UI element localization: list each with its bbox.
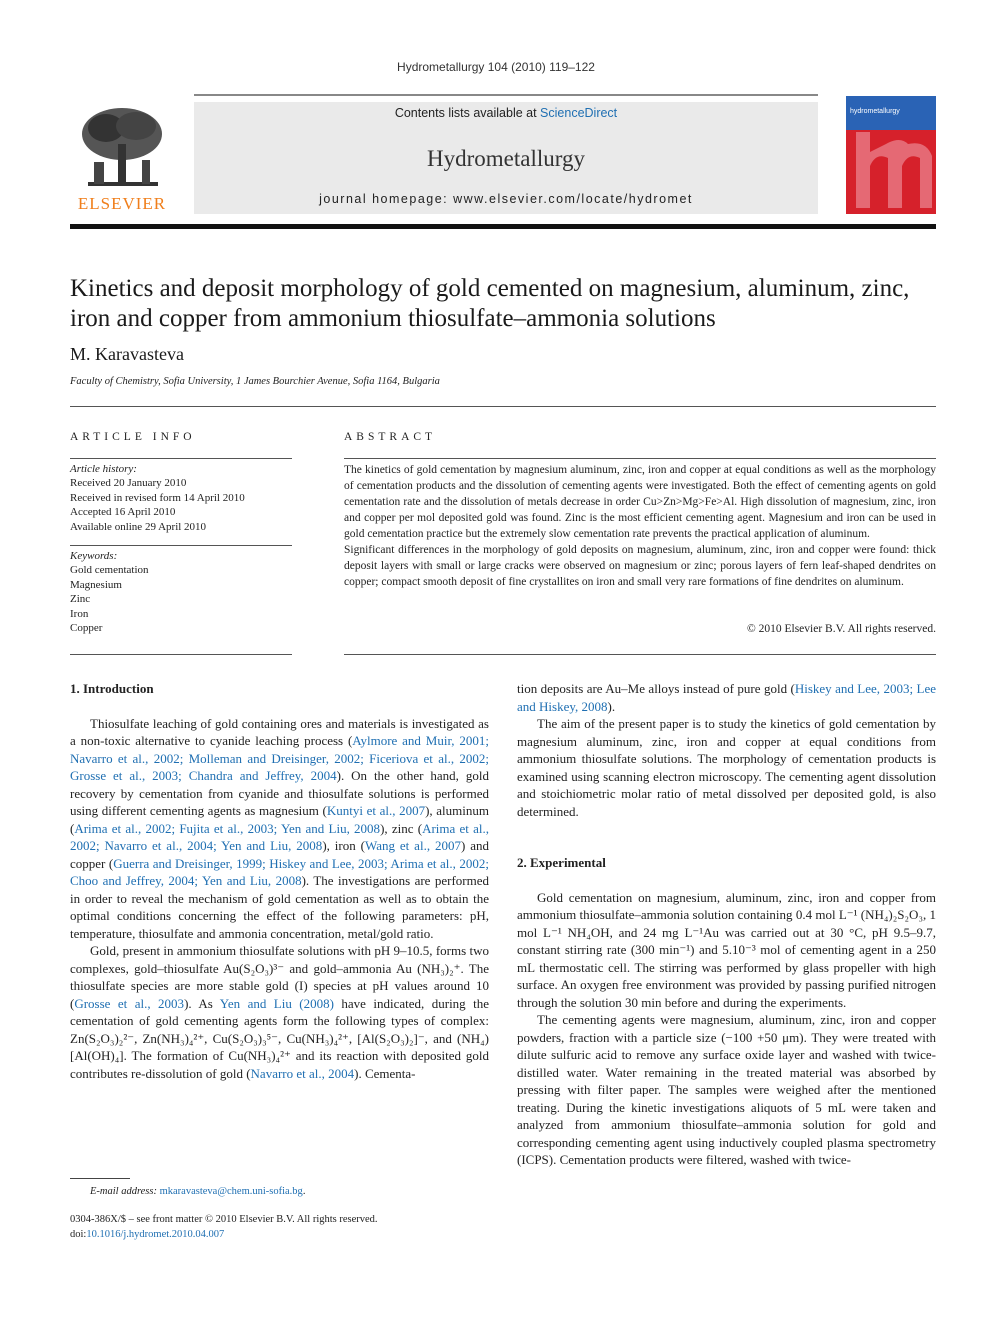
text-run: Thiosulfate leaching of gold containing ores and materials is investigated as a non-toxic alternative to cyanide leaching process ( <box>70 715 489 748</box>
keyword-item: Gold cementation <box>70 564 149 577</box>
abstract-paragraph: Significant differences in the morphology of gold deposits on magnesium, aluminum, zinc, iron and copper were found: thick deposit layers with small or large cracks were observed on magnesium or zinc; porous layers of fern leaf-shaped dendrites on copper; compact smooth deposit of fine crystallites on iron and small very rare formations of fine dendrites on aluminum. <box>344 544 936 588</box>
abstract-copyright: © 2010 Elsevier B.V. All rights reserved. <box>747 623 936 635</box>
article-history <box>70 462 292 534</box>
keyword-item: Magnesium <box>70 578 122 591</box>
email-footnote <box>90 1186 305 1197</box>
email-link[interactable]: mkaravasteva@chem.uni-sofia.bg <box>159 1186 303 1197</box>
history-label: Article history: <box>70 463 137 475</box>
intro-paragraph-continued <box>517 680 936 715</box>
elsevier-tree-icon <box>76 104 168 192</box>
section-heading-introduction: 1. Introduction <box>70 681 154 696</box>
journal-homepage[interactable]: journal homepage: www.elsevier.com/locate/hydromet <box>319 192 693 206</box>
left-column <box>70 680 489 1082</box>
abstract-rule-bottom <box>344 654 936 655</box>
sciencedirect-link[interactable]: ScienceDirect <box>540 106 618 120</box>
experimental-paragraph: Gold cementation on magnesium, aluminum, zinc, iron and copper from ammonium thiosulfate–ammonia solution containing 0.4 mol L⁻¹ (NH₄)₂S₂O₃, 1 mol L⁻¹ NH₄OH, and 24 mg L⁻¹Au was carried out at 30 °C, pH 9.5–9.7, constant stirring rate (300 min⁻¹) and 5.10⁻³ mol of cementing agent in a 250 mL thermostatic cell. The stirring was performed by glass propeller with high surface. An oxygen free environment was provided by passing purified nitrogen through the solution 30 min before and during the experiments. <box>517 889 936 1010</box>
article-title: Kinetics and deposit morphology of gold cemented on magnesium, aluminum, zinc, iron and copper from ammonium thiosulfate–ammonia solutions <box>70 275 910 332</box>
right-column <box>517 680 936 1169</box>
issn-line: 0304-386X/$ – see front matter © 2010 Elsevier B.V. All rights reserved. <box>70 1214 378 1225</box>
citation-link[interactable]: Kuntyi et al., 2007 <box>326 803 426 818</box>
journal-banner <box>70 94 936 214</box>
email-label: E-mail address: <box>90 1186 157 1197</box>
journal-cover-image <box>846 96 936 214</box>
contents-prefix: Contents lists available at <box>394 106 541 120</box>
contents-line <box>194 106 818 120</box>
article-info-rule-bottom <box>70 654 292 655</box>
affiliation-divider <box>70 406 936 407</box>
history-item: Available online 29 April 2010 <box>70 520 207 533</box>
citation-link[interactable]: Arima et al., 2002; Navarro et al., 2004; Yen and Liu, 2008 <box>70 820 490 853</box>
citation-link[interactable]: Aylmore and Muir, 2001; Navarro et al., 2002; Molleman and Dreisinger, 2002; Ficeriova et al., 2002; Grosse et al., 2003; Chandra and Jeffrey, 2004 <box>70 733 489 783</box>
text-run: ). <box>607 698 616 714</box>
intro-paragraph <box>70 715 489 943</box>
article-info-rule-top <box>70 458 292 459</box>
text-run: ). On the other hand, gold recovery by cementation from cyanide and thiosulfate solutions is performed using different cementing agents as magnesium ( <box>70 768 489 818</box>
keyword-item: Copper <box>70 622 103 635</box>
keywords-label: Keywords: <box>70 550 118 562</box>
intro-paragraph <box>70 942 489 1082</box>
footnote-rule <box>70 1178 130 1179</box>
text-run: ) and copper ( <box>70 838 489 871</box>
history-item: Received in revised form 14 April 2010 <box>70 491 245 504</box>
abstract-rule-top <box>344 458 936 459</box>
citation-link[interactable]: Wang et al., 2007 <box>364 838 461 853</box>
text-run: ). The investigations are performed in order to reveal the mechanism of gold cementation as well as to obtain the optimal conditions concerning the effect of the following parameters: pH, temperature, thiosulfate and ammonia concentration, metal/gold ratio. <box>70 873 489 941</box>
article-info-heading: ARTICLE INFO <box>70 431 196 443</box>
journal-citation: Hydrometallurgy 104 (2010) 119–122 <box>397 60 595 74</box>
abstract-paragraph: The kinetics of gold cementation by magnesium aluminum, zinc, iron and copper at equal conditions as well as the morphology of cementation products and the dissolution of cementing agents were investigated. Both the effect of cementing agents on gold cementation rate and the dissolution of metals decrease in order Cu>Zn>Mg>Fe>Al. High dissolution of magnesium, zinc, iron and copper per mol deposited gold was found. Zinc is the most efficient cementing agent. Magnesium and iron can be used in gold cementation practice but the extremely slow cementation rate prevents the practical application of aluminum. <box>344 464 936 540</box>
journal-info-box <box>194 102 818 214</box>
intro-paragraph: The aim of the present paper is to study the kinetics of gold cementation by magnesium aluminum, zinc, iron and copper at equal conditions from ammonium thiosulfate solutions. The morphology of cementation products is examined using scanning electron microscopy. The cementing agent dissolution and stoichiometric molar ratio of metal dissolved per deposited gold, is also determined. <box>517 716 936 819</box>
citation-link[interactable]: Hiskey and Lee, 2003; Lee and Hiskey, 2008 <box>517 681 936 714</box>
doi-line <box>70 1229 224 1240</box>
text-run: have indicated, during the cementation of gold cementing agents form the following types of complex: Zn(S₂O₃)₂²⁻, Zn(NH₃)₄²⁺, Cu(S₂O₃)₃⁵⁻, Cu(NH₃)₄²⁺, [Al(S₂O₃)₂]⁻, and (NH₄) [Al(OH)₄]. The formation of Cu(NH₃)₄²⁺ and its reaction with deposited gold contributes re-dissolution of gold ( <box>70 995 490 1081</box>
citation-link[interactable]: Arima et al., 2002; Fujita et al., 2003; Yen and Liu, 2008 <box>74 820 381 836</box>
article-info-rule-mid <box>70 545 292 546</box>
publisher-name: ELSEVIER <box>77 194 167 213</box>
doi-link[interactable]: 10.1016/j.hydromet.2010.04.007 <box>86 1229 225 1240</box>
email-end: . <box>302 1186 306 1197</box>
text-run: ). As <box>184 995 220 1011</box>
elsevier-logo <box>70 104 174 212</box>
citation-link[interactable]: Guerra and Dreisinger, 1999; Hiskey and Lee, 2003; Arima et al., 2002; Choo and Jeffrey, 2004; Yen and Liu, 2008 <box>70 855 489 888</box>
journal-name: Hydrometallurgy <box>427 146 585 171</box>
cover-title: hydrometallurgy <box>850 108 900 115</box>
text-run: tion deposits are Au–Me alloys instead of pure gold ( <box>517 681 795 696</box>
text-run: ), iron ( <box>322 838 365 853</box>
abstract-body <box>344 462 936 590</box>
header-divider <box>70 224 936 229</box>
author-affiliation: Faculty of Chemistry, Sofia University, 1 James Bourchier Avenue, Sofia 1164, Bulgaria <box>70 376 440 387</box>
abstract-heading: ABSTRACT <box>344 431 437 443</box>
keyword-item: Zinc <box>70 593 91 606</box>
citation-link[interactable]: Yen and Liu (2008) <box>219 995 334 1011</box>
text-run: ), zinc ( <box>380 820 423 836</box>
citation-link[interactable]: Navarro et al., 2004 <box>250 1065 355 1081</box>
text-run: Gold, present in ammonium thiosulfate solutions with pH 9–10.5, forms two complexes, gold–thiosulfate Au(S₂O₃)³⁻ and gold–ammonia Au (NH₃)₂⁺. The thiosulfate species are more stable gold (I) species at pH values around 10 ( <box>70 943 489 1011</box>
experimental-paragraph: The cementing agents were magnesium, aluminum, zinc, iron and copper powders, fraction with a particle size (−100 +50 μm). They were treated with dilute sulfuric acid to remove any surface oxide layer and washed with twice-distilled water. Water remaining in the treated material was absorbed by pressing with filter paper. The samples were weighed after the mentioned treating. During the kinetic investigations aliquots of 5 mL were taken and analyzed from ammonium thiosulfate–ammonia solution for gold and corresponding cementing agent using inductively coupled plasma spectrometry (ICPS). Cementation products were filtered, washed with twice- <box>517 1012 936 1167</box>
cover-hm-logo-icon <box>846 96 936 214</box>
history-item: Accepted 16 April 2010 <box>70 506 176 519</box>
banner-top-rule <box>194 94 818 96</box>
keywords <box>70 549 292 635</box>
text-run: ). Cementa- <box>354 1065 416 1081</box>
citation-link[interactable]: Grosse et al., 2003 <box>74 995 185 1011</box>
doi-label: doi: <box>70 1229 87 1240</box>
author-name: M. Karavasteva <box>70 344 184 364</box>
section-heading-experimental: 2. Experimental <box>517 855 606 870</box>
keyword-item: Iron <box>70 607 89 620</box>
text-run: ), aluminum ( <box>70 803 489 836</box>
history-item: Received 20 January 2010 <box>70 477 187 490</box>
